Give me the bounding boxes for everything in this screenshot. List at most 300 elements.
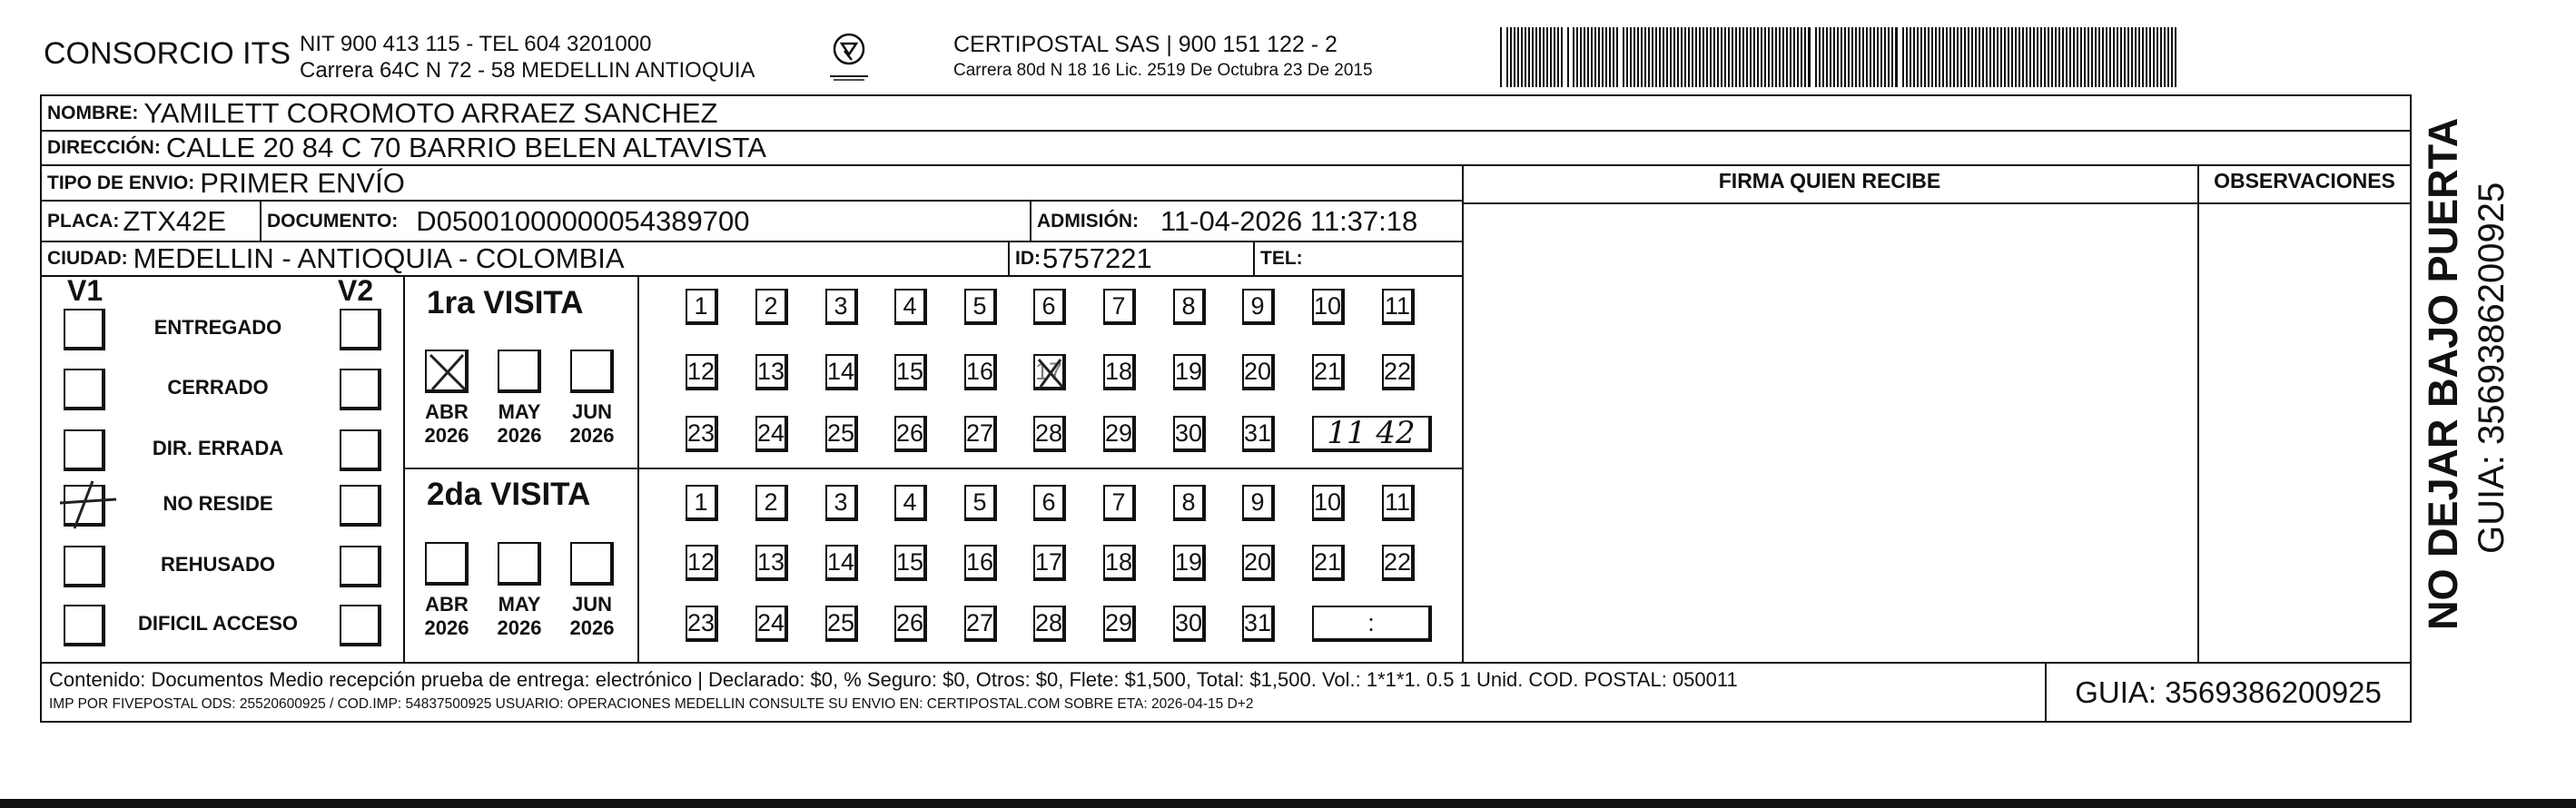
- id-label: ID:: [1015, 248, 1041, 269]
- barcode-bar: [1567, 27, 1569, 87]
- day-box[interactable]: 18: [1103, 545, 1136, 581]
- direccion-field: [47, 132, 766, 164]
- certipostal-logo-icon: [817, 29, 881, 84]
- barcode-bar: [1616, 27, 1618, 87]
- day-box[interactable]: 8: [1173, 289, 1206, 325]
- direccion-label: DIRECCIÓN:: [47, 137, 161, 158]
- barcode-bar: [2095, 27, 2097, 87]
- day-box[interactable]: 17: [1033, 545, 1066, 581]
- barcode-bar: [2138, 27, 2140, 87]
- certipostal-logo: [817, 29, 881, 84]
- barcode-bar: [1841, 27, 1842, 87]
- barcode-bar: [2102, 27, 2104, 87]
- barcode-bar: [1670, 27, 1672, 87]
- handwritten-x-mark: [427, 351, 470, 395]
- barcode-bar: [1986, 27, 1988, 87]
- barcode-bar: [1721, 27, 1722, 87]
- barcode-bar: [2117, 27, 2118, 87]
- barcode-bar: [1539, 27, 1541, 87]
- status-option-label: DIR. ERRADA: [152, 437, 284, 459]
- barcode-bar: [1561, 27, 1563, 87]
- day-box[interactable]: 14: [825, 354, 858, 390]
- day-box[interactable]: 6: [1033, 289, 1066, 325]
- barcode-bar: [1521, 27, 1523, 87]
- barcode-bar: [2044, 27, 2046, 87]
- barcode-bar: [1543, 27, 1545, 87]
- v2-checkbox[interactable]: [340, 605, 381, 646]
- day-box[interactable]: 13: [755, 354, 788, 390]
- barcode-bar: [1506, 27, 1508, 87]
- month-checkbox[interactable]: [570, 542, 614, 586]
- v1-checkbox[interactable]: [64, 429, 105, 471]
- barcode-bar: [1964, 27, 1966, 87]
- barcode-bar: [2033, 27, 2035, 87]
- year-label: 2026: [424, 616, 469, 639]
- month-checkbox[interactable]: [498, 350, 541, 393]
- barcode-bar: [1793, 27, 1795, 87]
- barcode-bar: [1584, 27, 1585, 87]
- barcode-bar: [1554, 27, 1555, 87]
- footer-imp: IMP POR FIVEPOSTAL ODS: 25520600925 / COD.IMP: 54837500925 USUARIO: OPERACIONES MEDELLIN CONSULTE SU ENVIO EN: CERTIPOSTAL.COM SOBRE ETA: 2026-04-15 D+2: [49, 696, 1254, 712]
- v1-checkbox[interactable]: [64, 485, 105, 527]
- barcode-image: [1500, 27, 2181, 87]
- barcode-bar: [2058, 27, 2060, 87]
- barcode-bar: [1546, 27, 1548, 87]
- barcode-bar: [1982, 27, 1984, 87]
- barcode-bar: [1960, 27, 1962, 87]
- company-nit: NIT 900 413 115 - TEL 604 3201000: [300, 32, 652, 56]
- barcode-bar: [2037, 27, 2038, 87]
- barcode-bar: [1699, 27, 1701, 87]
- placa-label: PLACA:: [47, 210, 120, 232]
- month-label: ABR: [425, 593, 469, 616]
- status-option-label: DIFICIL ACCESO: [137, 612, 298, 635]
- nombre-value: YAMILETT COROMOTO ARRAEZ SANCHEZ: [143, 96, 718, 129]
- barcode-bar: [1557, 27, 1559, 87]
- day-box[interactable]: 11: [1382, 485, 1415, 521]
- barcode-bar: [1971, 27, 1973, 87]
- barcode-bar: [1979, 27, 1980, 87]
- barcode-bar: [1652, 27, 1653, 87]
- day-box[interactable]: 2: [755, 485, 788, 521]
- barcode-bar: [2175, 27, 2176, 87]
- v1-checkbox[interactable]: [64, 546, 105, 587]
- barcode-bar: [2018, 27, 2020, 87]
- barcode-bar: [1739, 27, 1741, 87]
- barcode-bar: [2015, 27, 2017, 87]
- day-box[interactable]: 21: [1312, 545, 1345, 581]
- time-box[interactable]: :: [1312, 606, 1432, 642]
- barcode-bar: [1870, 27, 1871, 87]
- barcode-bar: [1633, 27, 1635, 87]
- day-box[interactable]: 4: [894, 485, 927, 521]
- barcode-bar: [1993, 27, 1995, 87]
- v2-checkbox[interactable]: [340, 309, 381, 350]
- barcode-bar: [1550, 27, 1552, 87]
- day-box[interactable]: 25: [825, 416, 858, 452]
- barcode-bar: [1598, 27, 1600, 87]
- barcode-bar: [1528, 27, 1530, 87]
- day-box[interactable]: 18: [1103, 354, 1136, 390]
- barcode-bar: [1775, 27, 1777, 87]
- barcode-bar: [2011, 27, 2013, 87]
- day-box[interactable]: 10: [1312, 289, 1345, 325]
- day-box[interactable]: 19: [1173, 354, 1206, 390]
- day-box[interactable]: 31: [1242, 606, 1275, 642]
- barcode-bar: [2091, 27, 2093, 87]
- barcode-bar: [1659, 27, 1661, 87]
- barcode-bar: [2066, 27, 2068, 87]
- day-box[interactable]: 28: [1033, 416, 1066, 452]
- barcode-bar: [1746, 27, 1748, 87]
- barcode-bar: [1830, 27, 1831, 87]
- barcode-bar: [2131, 27, 2133, 87]
- month-label: JUN: [571, 593, 612, 616]
- barcode-bar: [1910, 27, 1911, 87]
- day-box[interactable]: 26: [894, 606, 927, 642]
- v2-checkbox[interactable]: [340, 369, 381, 410]
- day-box[interactable]: 12: [686, 545, 718, 581]
- admision-label: ADMISIÓN:: [1037, 210, 1139, 232]
- barcode-bar: [1790, 27, 1791, 87]
- v2-checkbox[interactable]: [340, 429, 381, 471]
- day-box[interactable]: 29: [1103, 416, 1136, 452]
- day-box[interactable]: 31: [1242, 416, 1275, 452]
- barcode-bar: [1906, 27, 1908, 87]
- barcode-bar: [1750, 27, 1752, 87]
- day-box[interactable]: 1: [686, 485, 718, 521]
- tel-label: TEL:: [1260, 248, 1303, 269]
- barcode-bar: [1949, 27, 1951, 87]
- barcode-bar: [1772, 27, 1773, 87]
- day-box[interactable]: 16: [964, 545, 997, 581]
- barcode-bar: [1573, 27, 1574, 87]
- barcode-bar: [2048, 27, 2049, 87]
- day-box[interactable]: 25: [825, 606, 858, 642]
- barcode-bar: [1866, 27, 1868, 87]
- month-label: MAY: [498, 400, 541, 423]
- barcode-bar: [1804, 27, 1806, 87]
- visit2-title: 2da VISITA: [427, 477, 591, 512]
- admision-value: 11-04-2026 11:37:18: [1160, 204, 1418, 237]
- barcode-bar: [2077, 27, 2078, 87]
- barcode-bar: [2004, 27, 2006, 87]
- barcode-bar: [2062, 27, 2064, 87]
- barcode-bar: [1924, 27, 1926, 87]
- barcode-bar: [1673, 27, 1675, 87]
- barcode-bar: [1602, 27, 1604, 87]
- barcode-bar: [2098, 27, 2100, 87]
- day-box[interactable]: 29: [1103, 606, 1136, 642]
- day-box[interactable]: 2: [755, 289, 788, 325]
- day-box[interactable]: 27: [964, 416, 997, 452]
- tipo-value: PRIMER ENVÍO: [200, 166, 405, 199]
- barcode-bar: [1957, 27, 1959, 87]
- barcode-bar: [1594, 27, 1596, 87]
- barcode-bar: [1706, 27, 1708, 87]
- barcode-bar: [2055, 27, 2057, 87]
- documento-field: [267, 202, 749, 241]
- day-box[interactable]: 3: [825, 485, 858, 521]
- barcode-bar: [1880, 27, 1882, 87]
- admision-field: [1037, 202, 1417, 241]
- barcode-bar: [1946, 27, 1948, 87]
- day-box[interactable]: 26: [894, 416, 927, 452]
- day-box[interactable]: 9: [1242, 289, 1275, 325]
- barcode-bar: [2029, 27, 2031, 87]
- barcode-bar: [1833, 27, 1835, 87]
- nombre-field: [47, 96, 717, 130]
- barcode-bar: [1724, 27, 1726, 87]
- barcode-bar: [1968, 27, 1969, 87]
- month-label: MAY: [498, 593, 541, 616]
- day-box[interactable]: 20: [1242, 545, 1275, 581]
- barcode-bar: [1989, 27, 1991, 87]
- barcode-bar: [1666, 27, 1668, 87]
- barcode-bar: [1644, 27, 1646, 87]
- barcode-bar: [2109, 27, 2111, 87]
- barcode-bar: [1808, 27, 1811, 87]
- day-box[interactable]: 23: [686, 416, 718, 452]
- barcode-bar: [1873, 27, 1875, 87]
- barcode-bar: [1532, 27, 1534, 87]
- v2-checkbox[interactable]: [340, 546, 381, 587]
- barcode-bar: [1928, 27, 1930, 87]
- side-warning: NO DEJAR BAJO PUERTA: [2420, 117, 2466, 630]
- day-box[interactable]: 10: [1312, 485, 1345, 521]
- barcode-bar: [2120, 27, 2122, 87]
- handwritten-x-mark: [1035, 356, 1068, 392]
- barcode-bar: [1641, 27, 1643, 87]
- barcode-bar: [1510, 27, 1512, 87]
- barcode-bar: [1931, 27, 1933, 87]
- barcode-bar: [1605, 27, 1607, 87]
- barcode-bar: [1935, 27, 1937, 87]
- barcode-bar: [1626, 27, 1628, 87]
- time-box[interactable]: 11 42: [1312, 416, 1432, 452]
- barcode-bar: [2051, 27, 2053, 87]
- day-box[interactable]: 19: [1173, 545, 1206, 581]
- barcode-bar: [1695, 27, 1697, 87]
- day-box[interactable]: 27: [964, 606, 997, 642]
- ciudad-field: [47, 242, 625, 275]
- day-box[interactable]: 20: [1242, 354, 1275, 390]
- barcode-bar: [1710, 27, 1712, 87]
- barcode-bar: [1587, 27, 1589, 87]
- carrier-name: CERTIPOSTAL SAS | 900 151 122 - 2: [953, 32, 1337, 57]
- day-box[interactable]: 24: [755, 416, 788, 452]
- barcode-bar: [1609, 27, 1611, 87]
- barcode-bar: [1939, 27, 1940, 87]
- month-checkbox[interactable]: [425, 542, 469, 586]
- barcode-bar: [2040, 27, 2042, 87]
- day-box[interactable]: 22: [1382, 545, 1415, 581]
- barcode-bar: [2008, 27, 2009, 87]
- day-box[interactable]: 3: [825, 289, 858, 325]
- barcode-bar: [1801, 27, 1802, 87]
- barcode-bar: [1917, 27, 1919, 87]
- barcode-bar: [1902, 27, 1904, 87]
- direccion-value: CALLE 20 84 C 70 BARRIO BELEN ALTAVISTA: [165, 132, 766, 163]
- day-box[interactable]: 22: [1382, 354, 1415, 390]
- barcode-bar: [1517, 27, 1519, 87]
- barcode-bar: [1681, 27, 1683, 87]
- barcode-bar: [1822, 27, 1824, 87]
- barcode-bar: [1525, 27, 1526, 87]
- barcode-bar: [1855, 27, 1857, 87]
- v1-header: V1: [67, 274, 104, 307]
- month-checkbox[interactable]: [498, 542, 541, 586]
- handwritten-slash-mark: [58, 479, 118, 530]
- barcode-bar: [1684, 27, 1686, 87]
- barcode-bar: [1859, 27, 1860, 87]
- barcode-bar: [1786, 27, 1788, 87]
- company-name: CONSORCIO ITS: [44, 36, 291, 71]
- barcode-bar: [2113, 27, 2115, 87]
- status-option-label: CERRADO: [167, 376, 269, 399]
- bottom-rule: [0, 799, 2576, 808]
- v1-checkbox[interactable]: [64, 369, 105, 410]
- barcode-bar: [1920, 27, 1922, 87]
- barcode-bar: [2073, 27, 2075, 87]
- day-box[interactable]: [1033, 354, 1066, 390]
- day-box[interactable]: 24: [755, 606, 788, 642]
- month-checkbox[interactable]: [425, 350, 469, 393]
- barcode-bar: [1837, 27, 1839, 87]
- barcode-bar: [1613, 27, 1614, 87]
- day-box[interactable]: 28: [1033, 606, 1066, 642]
- day-box[interactable]: 1: [686, 289, 718, 325]
- barcode-bar: [1713, 27, 1715, 87]
- day-box[interactable]: 8: [1173, 485, 1206, 521]
- barcode-bar: [1630, 27, 1632, 87]
- barcode-bar: [2000, 27, 2002, 87]
- barcode-bar: [1688, 27, 1690, 87]
- documento-value: D05001000000054389700: [416, 204, 750, 237]
- status-option-label: ENTREGADO: [153, 316, 282, 339]
- barcode-bar: [1717, 27, 1719, 87]
- year-label: 2026: [497, 616, 542, 639]
- tel-field: [1260, 242, 1308, 275]
- v2-checkbox[interactable]: [340, 485, 381, 527]
- barcode-bar: [1761, 27, 1762, 87]
- firma-header: FIRMA QUIEN RECIBE: [1718, 169, 1941, 192]
- day-box[interactable]: 7: [1103, 289, 1136, 325]
- barcode-bar: [2106, 27, 2107, 87]
- v1-checkbox[interactable]: [64, 605, 105, 646]
- month-label: ABR: [425, 400, 469, 423]
- barcode-bar: [1742, 27, 1744, 87]
- barcode: [1500, 27, 2181, 87]
- day-box[interactable]: 23: [686, 606, 718, 642]
- day-box[interactable]: 4: [894, 289, 927, 325]
- placa-value: ZTX42E: [123, 204, 227, 237]
- barcode-bar: [1913, 27, 1915, 87]
- nombre-label: NOMBRE:: [47, 102, 139, 123]
- barcode-bar: [1782, 27, 1784, 87]
- barcode-bar: [1692, 27, 1693, 87]
- barcode-bar: [2157, 27, 2158, 87]
- tipo-field: [47, 166, 405, 200]
- day-box[interactable]: 13: [755, 545, 788, 581]
- company-address: Carrera 64C N 72 - 58 MEDELLIN ANTIOQUIA: [300, 58, 755, 83]
- v1-checkbox[interactable]: [64, 309, 105, 350]
- barcode-bar: [2127, 27, 2129, 87]
- month-checkbox[interactable]: [570, 350, 614, 393]
- barcode-bar: [1844, 27, 1846, 87]
- year-label: 2026: [569, 424, 615, 447]
- day-box[interactable]: 16: [964, 354, 997, 390]
- day-box[interactable]: 21: [1312, 354, 1345, 390]
- v2-header: V2: [338, 274, 374, 307]
- barcode-bar: [2149, 27, 2151, 87]
- barcode-bar: [1819, 27, 1821, 87]
- day-box[interactable]: 7: [1103, 485, 1136, 521]
- day-box[interactable]: 9: [1242, 485, 1275, 521]
- barcode-bar: [2084, 27, 2086, 87]
- barcode-bar: [1764, 27, 1766, 87]
- barcode-bar: [2069, 27, 2071, 87]
- barcode-bar: [1768, 27, 1770, 87]
- barcode-bar: [1753, 27, 1755, 87]
- barcode-bar: [1703, 27, 1704, 87]
- barcode-bar: [1677, 27, 1679, 87]
- year-label: 2026: [424, 424, 469, 447]
- barcode-bar: [1862, 27, 1864, 87]
- day-number: 17: [1034, 357, 1063, 385]
- barcode-bar: [2167, 27, 2169, 87]
- tipo-label: TIPO DE ENVIO:: [47, 172, 195, 193]
- id-field: [1015, 242, 1152, 275]
- barcode-bar: [2160, 27, 2162, 87]
- footer-contenido: Contenido: Documentos Medio recepción prueba de entrega: electrónico | Declarado: $0, % Seguro: $0, Otros: $0, Flete: $1,500, Total: $1,500. Vol.: 1*1*1. 0.5 1 Unid. COD. POSTAL: 050011: [49, 668, 1738, 691]
- documento-label: DOCUMENTO:: [267, 210, 399, 232]
- ciudad-value: MEDELLIN - ANTIOQUIA - COLOMBIA: [133, 242, 625, 274]
- barcode-bar: [1648, 27, 1650, 87]
- day-box[interactable]: 14: [825, 545, 858, 581]
- day-box[interactable]: 12: [686, 354, 718, 390]
- barcode-bar: [2142, 27, 2144, 87]
- day-box[interactable]: 15: [894, 354, 927, 390]
- barcode-bar: [2080, 27, 2082, 87]
- day-box[interactable]: 11: [1382, 289, 1415, 325]
- barcode-bar: [2022, 27, 2024, 87]
- placa-field: [47, 202, 226, 241]
- barcode-bar: [1663, 27, 1664, 87]
- barcode-bar: [1779, 27, 1781, 87]
- barcode-bar: [1735, 27, 1737, 87]
- barcode-bar: [1797, 27, 1799, 87]
- day-box[interactable]: 6: [1033, 485, 1066, 521]
- day-box[interactable]: 5: [964, 485, 997, 521]
- barcode-bar: [2124, 27, 2126, 87]
- barcode-bar: [1623, 27, 1624, 87]
- month-label: JUN: [571, 400, 612, 423]
- day-box[interactable]: 30: [1173, 606, 1206, 642]
- day-box[interactable]: 30: [1173, 416, 1206, 452]
- barcode-bar: [1888, 27, 1890, 87]
- day-box[interactable]: 15: [894, 545, 927, 581]
- barcode-bar: [2087, 27, 2089, 87]
- barcode-bar: [1895, 27, 1898, 87]
- barcode-bar: [1826, 27, 1828, 87]
- barcode-bar: [1997, 27, 1999, 87]
- barcode-bar: [2171, 27, 2173, 87]
- day-box[interactable]: 5: [964, 289, 997, 325]
- barcode-bar: [2164, 27, 2166, 87]
- id-value: 5757221: [1042, 242, 1152, 274]
- year-label: 2026: [569, 616, 615, 639]
